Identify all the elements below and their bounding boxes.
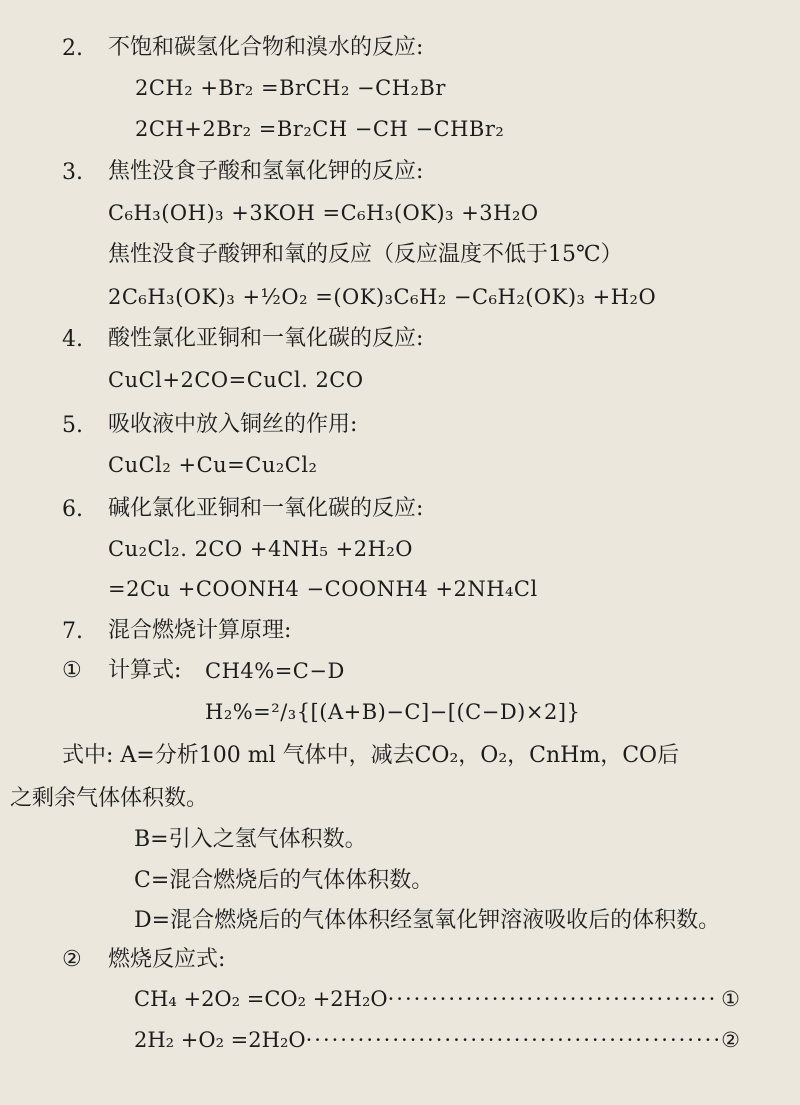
definition-b: B=引入之氢气体积数。 (134, 827, 367, 852)
formula-h2: H₂%=²/₃{[(A+B)−C]−[(C−D)×2]} (205, 700, 581, 724)
section-4-number: 4. (62, 327, 83, 352)
reaction-1-marker: ① (721, 987, 740, 1011)
reaction-2-marker: ② (721, 1028, 740, 1052)
where-clause-line-2: 之剩余气体体积数。 (10, 786, 209, 811)
section-5-number: 5. (62, 413, 83, 438)
formula-ch4: CH4%=C−D (205, 659, 345, 683)
leader-dots (388, 987, 720, 1011)
item-1-marker: ① (62, 658, 82, 683)
section-6-title: 碱化氯化亚铜和一氧化碳的反应: (108, 496, 424, 521)
section-2-number: 2. (62, 36, 83, 61)
section-6-equation-2: =2Cu +COONH4 −COONH4 +2NH₄Cl (108, 577, 538, 601)
section-2-equation-2: 2CH+2Br₂ =Br₂CH −CH −CHBr₂ (135, 117, 505, 141)
section-2-title: 不饱和碳氢化合物和溴水的反应: (108, 35, 424, 60)
combustion-reaction-2 (134, 1028, 740, 1052)
definition-c: C=混合燃烧后的气体体积数。 (134, 868, 434, 893)
reaction-1-equation: CH₄ +2O₂ =CO₂ +2H₂O (134, 987, 388, 1011)
section-7-title: 混合燃烧计算原理: (108, 618, 292, 643)
section-5-title: 吸收液中放入铜丝的作用: (108, 412, 358, 437)
section-3-equation-1: C₆H₃(OH)₃ +3KOH =C₆H₃(OK)₃ +3H₂O (108, 201, 539, 225)
section-4-equation-1: CuCl+2CO=CuCl. 2CO (108, 368, 364, 392)
section-3-number: 3. (62, 160, 83, 185)
reaction-2-equation: 2H₂ +O₂ =2H₂O (134, 1028, 306, 1052)
bleed-through-texture (600, 40, 606, 64)
section-6-number: 6. (62, 497, 83, 522)
section-7-number: 7. (62, 619, 83, 644)
leader-dots (306, 1028, 720, 1052)
section-2-equation-1: 2CH₂ +Br₂ =BrCH₂ −CH₂Br (135, 76, 446, 100)
where-clause-line-1: 式中: A=分析100 ml 气体中，减去CO₂，O₂，CnHm，CO后 (62, 743, 680, 768)
section-6-equation-1: Cu₂Cl₂. 2CO +4NH₅ +2H₂O (108, 537, 414, 561)
section-3-subtitle: 焦性没食子酸钾和氧的反应（反应温度不低于15℃） (108, 242, 623, 267)
item-2-label: 燃烧反应式: (108, 947, 226, 972)
section-3-title: 焦性没食子酸和氢氧化钾的反应: (108, 159, 424, 184)
item-2-marker: ② (62, 947, 82, 972)
definition-d: D=混合燃烧后的气体体积经氢氧化钾溶液吸收后的体积数。 (134, 908, 721, 933)
item-1-label: 计算式: (108, 658, 182, 683)
section-5-equation-1: CuCl₂ +Cu=Cu₂Cl₂ (108, 453, 318, 477)
section-4-title: 酸性氯化亚铜和一氧化碳的反应: (108, 326, 424, 351)
combustion-reaction-1 (134, 987, 740, 1011)
section-3-equation-2: 2C₆H₃(OK)₃ +½O₂ =(OK)₃C₆H₂ −C₆H₂(OK)₃ +H₂O (108, 285, 657, 309)
